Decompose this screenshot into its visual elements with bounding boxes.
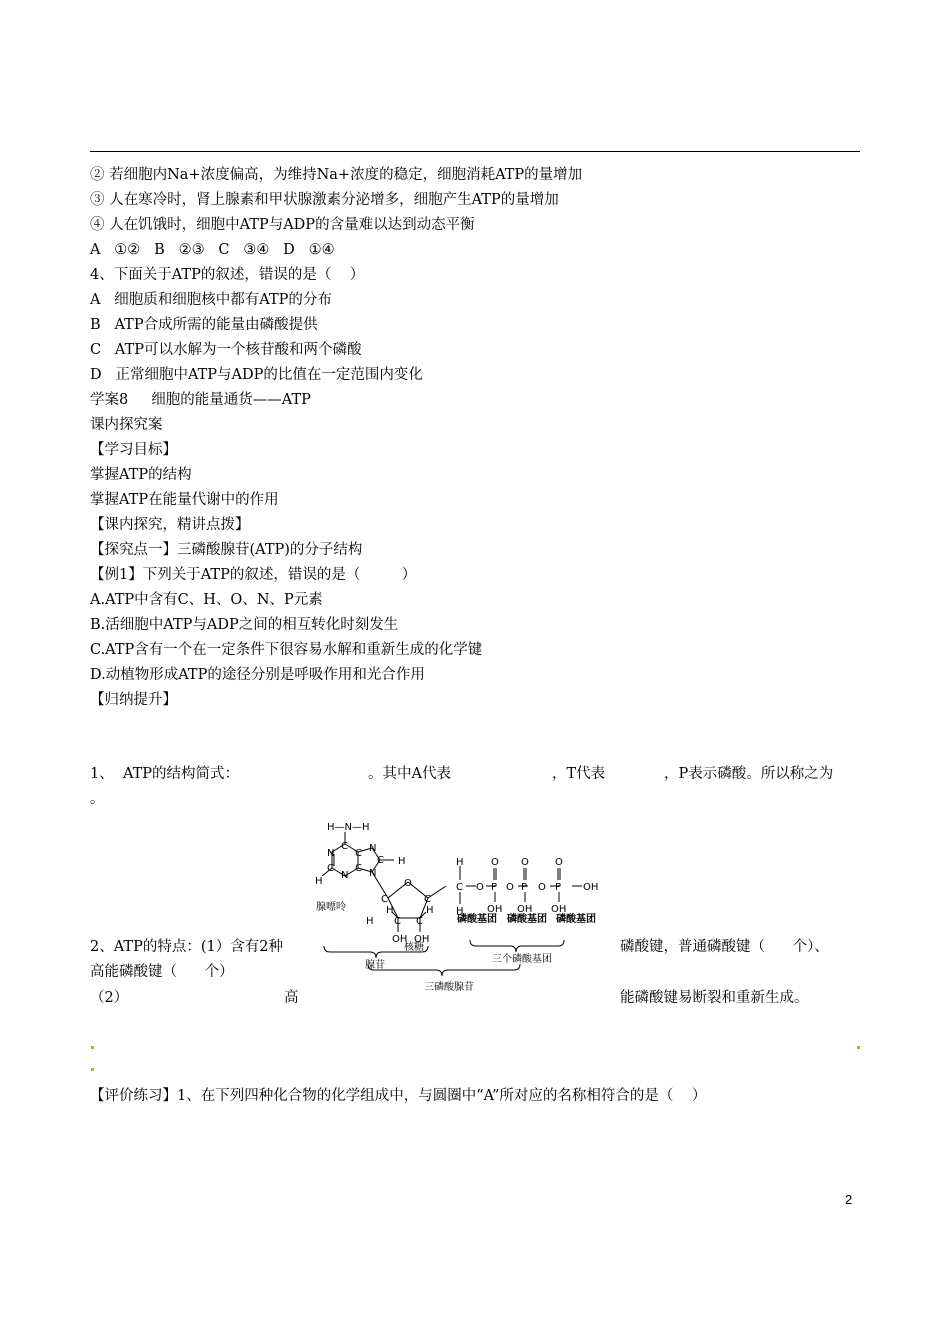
phosphate-group-label: 磷酸基团 [507, 914, 547, 925]
q1-text: 。 [90, 791, 105, 807]
atom-label: O [555, 857, 563, 868]
option-b: B ATP合成所需的能量由磷酸提供 [90, 317, 318, 333]
text-line: ③ 人在寒冷时，肾上腺素和甲状腺激素分泌增多，细胞产生ATP的量增加 [90, 192, 559, 208]
atom-label: O [506, 882, 514, 893]
question-4: 4、下面关于ATP的叙述，错误的是（ ） [90, 267, 365, 283]
atom-label: C [394, 916, 401, 927]
option-a: A 细胞质和细胞核中都有ATP的分布 [90, 292, 332, 308]
hydroxyl-label: OH [414, 934, 430, 945]
atom-label: N [369, 843, 377, 854]
hydroxyl-label: OH [487, 904, 503, 915]
atom-label: O [491, 857, 499, 868]
margin-mark [91, 1068, 94, 1071]
hydroxyl-label: OH [583, 882, 599, 893]
q1-text: 。其中A代表 [368, 766, 451, 782]
atom-label: O [538, 882, 546, 893]
phosphorus-label: P [521, 882, 528, 893]
atom-label: N [327, 848, 335, 859]
evaluation-question: 【评价练习】1、在下列四种化合物的化学组成中，与圆圈中“A”所对应的名称相符合的是（ ） [90, 1088, 707, 1104]
atom-label: C [456, 882, 463, 893]
phosphorus-label: P [555, 882, 562, 893]
q2-text: 2、ATP的特点：(1）含有2种 [90, 939, 283, 955]
section-heading: 【探究点一】三磷酸腺苷(ATP)的分子结构 [90, 542, 363, 558]
example-question: 【例1】下列关于ATP的叙述，错误的是（ ） [90, 567, 417, 583]
hydroxyl-label: OH [551, 904, 567, 915]
q2-text: 高 [284, 990, 299, 1006]
atom-label: O [404, 878, 412, 889]
atom-label: H [398, 856, 406, 867]
atom-label: C [424, 894, 431, 905]
atom-label: H [456, 906, 464, 917]
lesson-title: 学案8 细胞的能量通货——ATP [90, 392, 311, 408]
option-d: D 正常细胞中ATP与ADP的比值在一定范围内变化 [90, 367, 423, 383]
option-a: A.ATP中含有C、H、O、N、P元素 [90, 592, 323, 608]
text-line: ④ 人在饥饿时，细胞中ATP与ADP的含量难以达到动态平衡 [90, 217, 475, 233]
atom-label: H [315, 876, 323, 887]
q1-text: ，P表示磷酸。所以称之为 [664, 766, 834, 782]
atom-label: C [377, 855, 384, 866]
text-line: ② 若细胞内Na+浓度偏高，为维持Na+浓度的稳定，细胞消耗ATP的量增加 [90, 167, 583, 183]
q2-text: （2） [90, 990, 129, 1006]
phosphorus-label: P [491, 882, 498, 893]
q2-text: 磷酸键，普通磷酸键（ 个）、 [620, 939, 829, 955]
text-line: 掌握ATP在能量代谢中的作用 [90, 492, 279, 508]
atom-label: C [327, 863, 334, 874]
ribose-label: 核糖 [404, 942, 424, 953]
margin-mark [857, 1046, 860, 1049]
three-phosphate-label: 三个磷酸基团 [492, 954, 552, 965]
q1-text: 1、 ATP的结构简式： [90, 766, 240, 782]
atom-label: C [355, 863, 362, 874]
atom-label: N [341, 870, 349, 881]
atom-label: H [426, 905, 434, 916]
atp-name-label: 三磷酸腺苷 [424, 982, 474, 993]
section-heading: 【课内探究，精讲点拨】 [90, 517, 250, 533]
q2-text: 能磷酸键易断裂和重新生成。 [620, 990, 809, 1006]
atp-structure-diagram [310, 818, 610, 996]
phosphate-group-label: 磷酸基团 [556, 914, 596, 925]
adenosine-label: 腺苷 [365, 960, 385, 971]
option-b: B.活细胞中ATP与ADP之间的相互转化时刻发生 [90, 617, 399, 633]
header-rule [90, 151, 860, 152]
adenine-label: 腺嘌呤 [316, 902, 346, 913]
atom-label: C [355, 848, 362, 859]
q1-text: ，T代表 [552, 766, 606, 782]
atom-label: H [386, 905, 394, 916]
text-line: 掌握ATP的结构 [90, 467, 192, 483]
phosphate-group-label: 磷酸基团 [457, 914, 497, 925]
q2-text: 高能磷酸键（ 个） [90, 964, 234, 980]
margin-mark [91, 1046, 94, 1049]
answer-options: A ①② B ②③ C ③④ D ①④ [90, 242, 335, 258]
page-number: 2 [845, 1192, 853, 1207]
section-heading: 【学习目标】 [90, 442, 177, 458]
atom-label: C [341, 841, 348, 852]
option-c: C ATP可以水解为一个核苷酸和两个磷酸 [90, 342, 362, 358]
atom-label: C [381, 894, 388, 905]
hydroxyl-label: OH [392, 934, 408, 945]
section-heading: 课内探究案 [90, 417, 163, 433]
option-d: D.动植物形成ATP的途径分别是呼吸作用和光合作用 [90, 667, 425, 683]
atom-label: H [456, 857, 464, 868]
atom-label: O [521, 857, 529, 868]
amino-group-label: H—N—H [327, 822, 370, 833]
atom-label: C [416, 916, 423, 927]
option-c: C.ATP含有一个在一定条件下很容易水解和重新生成的化学键 [90, 642, 483, 658]
atom-label: H [366, 916, 374, 927]
atom-label: N [369, 868, 377, 879]
hydroxyl-label: OH [517, 904, 533, 915]
atom-label: O [476, 882, 484, 893]
section-heading: 【归纳提升】 [90, 692, 177, 708]
